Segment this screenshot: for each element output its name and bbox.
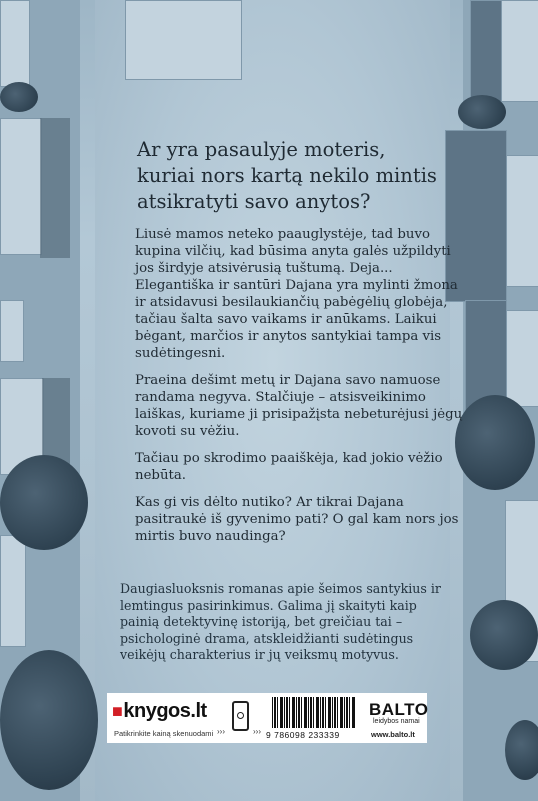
house-shadow — [40, 118, 70, 258]
balto-logo: BALTO — [369, 700, 429, 719]
house-roof — [500, 0, 538, 102]
phone-scan-icon — [232, 701, 249, 731]
house-roof — [0, 300, 24, 362]
isbn-number: 9 786098 233339 — [266, 730, 340, 740]
tree — [470, 600, 538, 670]
tree — [458, 95, 506, 129]
barcode-icon — [272, 697, 356, 728]
tree — [0, 455, 88, 550]
footer-band — [107, 693, 427, 743]
house-roof — [0, 0, 30, 87]
tree — [0, 650, 98, 790]
magnifier-icon — [237, 712, 244, 719]
arrows-left: ››› — [217, 727, 225, 736]
synopsis-paragraph: Liusė mamos neteko paauglystėje, tad buvo kupina vilčių, kad būsima anyta galės užpildyti jos širdyje atsivėrusią tuštumą. Deja... Elegantiška ir santūri Dajana yra mylinti žmona ir atsidavusi besilaukiančių pabėgėlių globėja, tačiau šalta savo vaikams ir anūkams. Laikui bėgant, marčios ir anytos santykiai tampa vis sudėtingesni. — [135, 227, 458, 361]
knygos-logo-text: knygos.lt — [123, 700, 207, 722]
house-roof-shadowed — [470, 0, 502, 102]
tree — [0, 82, 38, 112]
knygos-logo-mark-icon: ■ — [112, 701, 123, 721]
tree — [505, 720, 538, 780]
tree — [455, 395, 535, 490]
balto-url[interactable]: www.balto.lt — [371, 730, 415, 739]
balto-subtitle: leidybos namai — [373, 718, 420, 725]
house-roof — [0, 535, 26, 647]
synopsis-paragraph: Tačiau po skrodimo paaiškėja, kad jokio vėžio nebūta. — [135, 451, 443, 483]
synopsis-paragraph: Praeina dešimt metų ir Dajana savo namuose randama negyva. Stalčiuje – atsisveikinimo laiškas, kuriame ji prisipažįsta nebeturėjusi jėgų kovoti su vėžiu. — [135, 373, 463, 439]
synopsis-paragraph: Kas gi vis dėlto nutiko? Ar tikrai Dajana pasitraukė iš gyvenimo pati? O gal kam nors jos mirtis buvo naudinga? — [135, 495, 459, 544]
house-roof — [0, 118, 42, 255]
headline: Ar yra pasaulyje moteris, kuriai nors kartą nekilo mintis atsikratyti savo anytos? — [137, 138, 437, 213]
arrows-right: ››› — [253, 727, 261, 736]
knygos-logo[interactable] — [112, 700, 207, 723]
house-roof — [125, 0, 242, 80]
synopsis — [135, 226, 463, 555]
scan-note: Patikrinkite kainą skenuodami — [114, 729, 214, 738]
blurb: Daugiasluoksnis romanas apie šeimos santykius ir lemtingus pasirinkimus. Galima jį skaityti kaip painią detektyvinę istoriją, bet greičiau tai – psichologinė drama, atskleidžianti sudėtingus veikėjų charakterius ir jų veiksmų motyvus. — [120, 581, 441, 662]
